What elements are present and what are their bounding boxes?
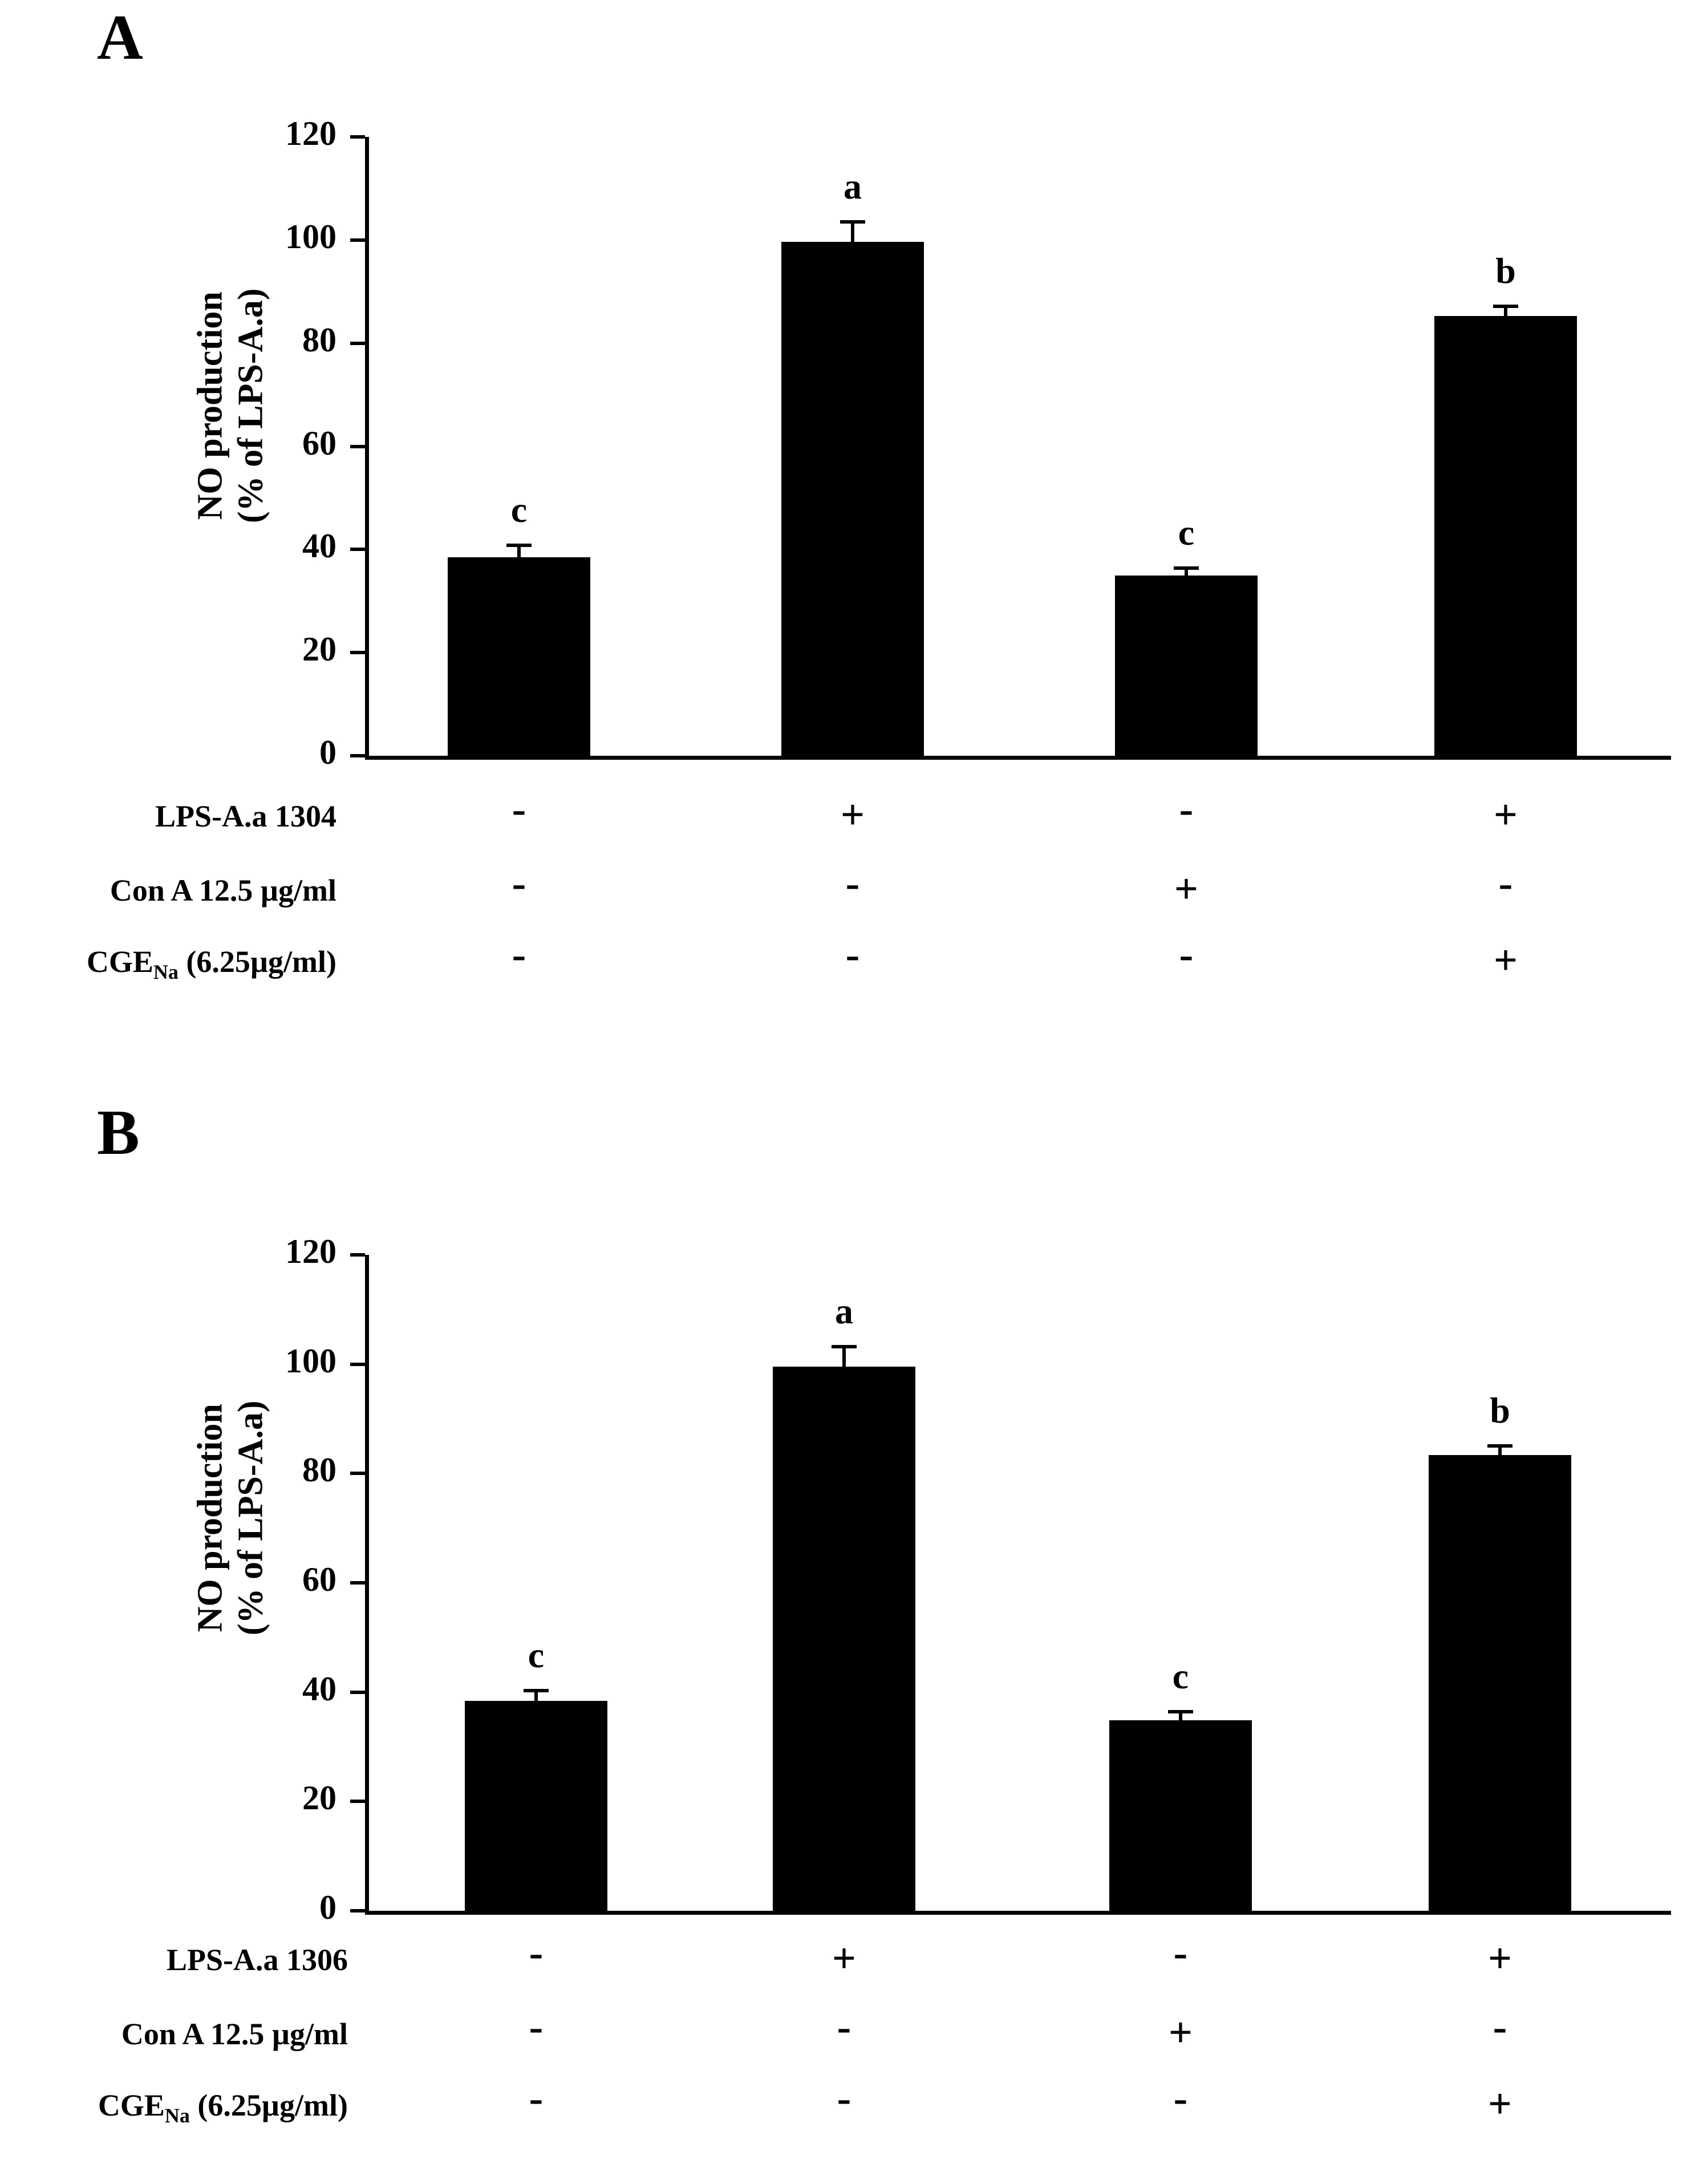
- condition-sign-b-r0-c1: +: [832, 1935, 857, 1982]
- error-cap-a-1: [840, 220, 865, 224]
- panel-a: [0, 0, 1695, 1084]
- bar-a-1: [781, 242, 924, 756]
- condition-sign-b-r0-c2: -: [1173, 1930, 1188, 1976]
- condition-sign-b-r1-c3: -: [1493, 2004, 1507, 2051]
- significance-label-b-1: a: [835, 1291, 853, 1332]
- y-axis-title-line2-b: (% of LPS-A.a): [232, 1400, 270, 1636]
- condition-row-label-a-1: Con A 12.5 µg/ml: [110, 873, 336, 907]
- significance-label-a-0: c: [510, 489, 528, 530]
- significance-label-b-2: c: [1172, 1656, 1189, 1697]
- y-tick-a-0: [350, 754, 365, 757]
- significance-label-b-3: b: [1490, 1389, 1510, 1431]
- x-axis-line-a: [365, 756, 1671, 760]
- error-cap-b-2: [1168, 1710, 1193, 1713]
- condition-label-tail-a-2: (6.25µg/ml): [178, 945, 336, 979]
- y-tick-label-b-4: 80: [302, 1451, 336, 1489]
- condition-row-label-b-2: [0, 2088, 348, 2127]
- condition-sign-a-r1-c0: -: [512, 860, 526, 907]
- y-tick-a-5: [350, 238, 365, 242]
- condition-row-label-a-0: LPS-A.a 1304: [155, 799, 336, 833]
- bar-b-1: [773, 1367, 915, 1911]
- condition-sign-b-r2-c3: +: [1487, 2081, 1512, 2128]
- condition-sign-a-r2-c2: -: [1179, 931, 1194, 978]
- condition-sign-a-r1-c3: -: [1498, 860, 1513, 907]
- condition-sign-a-r0-c1: +: [840, 792, 865, 838]
- y-tick-a-3: [350, 445, 365, 448]
- condition-sign-a-r0-c2: -: [1179, 786, 1194, 833]
- y-tick-label-b-6: 120: [285, 1233, 336, 1270]
- y-tick-b-5: [350, 1363, 365, 1366]
- y-tick-a-1: [350, 651, 365, 654]
- condition-sign-a-r2-c1: -: [845, 931, 860, 978]
- condition-label-main-b-2: CGE: [98, 2088, 165, 2122]
- condition-sign-b-r1-c1: -: [837, 2004, 851, 2051]
- y-axis-line-a: [365, 137, 369, 758]
- condition-sign-b-r2-c0: -: [529, 2075, 544, 2122]
- y-tick-b-2: [350, 1691, 365, 1694]
- y-tick-label-b-0: 0: [319, 1889, 336, 1926]
- condition-label-sub-b-2: Na: [164, 2104, 190, 2127]
- condition-sign-a-r2-c3: +: [1493, 937, 1518, 984]
- bar-a-2: [1115, 576, 1258, 756]
- error-cap-a-2: [1174, 566, 1199, 570]
- error-cap-b-3: [1487, 1444, 1512, 1448]
- y-tick-a-6: [350, 135, 365, 139]
- y-tick-b-3: [350, 1581, 365, 1585]
- y-axis-title-line1-a: NO production: [190, 291, 230, 520]
- bar-a-0: [448, 557, 590, 756]
- condition-sign-b-r0-c3: +: [1487, 1935, 1512, 1982]
- condition-row-label-b-0: LPS-A.a 1306: [166, 1943, 348, 1977]
- y-tick-label-a-4: 80: [302, 321, 336, 359]
- condition-sign-a-r1-c1: -: [845, 860, 860, 907]
- condition-sign-a-r0-c0: -: [512, 786, 526, 833]
- y-axis-title-line2-a: (% of LPS-A.a): [232, 288, 270, 524]
- y-tick-b-6: [350, 1253, 365, 1257]
- y-tick-label-a-6: 120: [285, 115, 336, 152]
- y-tick-b-0: [350, 1909, 365, 1912]
- condition-sign-b-r2-c2: -: [1173, 2075, 1188, 2122]
- y-axis-line-b: [365, 1255, 369, 1913]
- condition-sign-a-r1-c2: +: [1174, 866, 1199, 913]
- y-tick-label-b-5: 100: [285, 1342, 336, 1380]
- error-cap-a-0: [506, 544, 532, 547]
- condition-label-main-a-2: CGE: [86, 945, 153, 979]
- condition-sign-b-r1-c0: -: [529, 2004, 544, 2051]
- y-tick-label-a-3: 60: [302, 424, 336, 462]
- y-tick-label-a-1: 20: [302, 630, 336, 668]
- condition-label-tail-b-2: (6.25µg/ml): [189, 2088, 348, 2122]
- condition-sign-a-r0-c3: +: [1493, 792, 1518, 838]
- y-tick-b-4: [350, 1472, 365, 1475]
- error-cap-b-1: [832, 1345, 857, 1348]
- significance-label-a-1: a: [844, 165, 862, 206]
- y-tick-a-4: [350, 342, 365, 345]
- error-cap-b-0: [524, 1689, 549, 1692]
- panel-letter-a: A: [97, 2, 143, 73]
- significance-label-a-3: b: [1495, 250, 1516, 291]
- condition-sign-b-r1-c2: +: [1168, 2009, 1193, 2056]
- bar-a-3: [1434, 316, 1577, 756]
- y-tick-label-a-5: 100: [285, 217, 336, 256]
- error-cap-a-3: [1493, 305, 1518, 308]
- bar-b-2: [1109, 1720, 1252, 1911]
- y-tick-label-b-1: 20: [302, 1779, 336, 1817]
- condition-row-label-a-2: [0, 944, 336, 983]
- condition-row-label-b-1: Con A 12.5 µg/ml: [121, 2017, 348, 2051]
- y-axis-title-line1-b: NO production: [190, 1404, 230, 1632]
- panel-b: [0, 1097, 1695, 2184]
- significance-label-b-0: c: [528, 1634, 545, 1675]
- y-tick-label-b-3: 60: [302, 1561, 336, 1598]
- condition-label-sub-a-2: Na: [153, 961, 179, 983]
- y-tick-b-1: [350, 1800, 365, 1803]
- significance-label-a-2: c: [1178, 512, 1195, 553]
- y-axis-title-b: [190, 1341, 272, 1695]
- y-tick-a-2: [350, 548, 365, 551]
- condition-sign-a-r2-c0: -: [512, 931, 526, 978]
- y-tick-label-b-2: 40: [302, 1670, 336, 1708]
- condition-sign-b-r2-c1: -: [837, 2075, 851, 2122]
- y-tick-label-a-0: 0: [319, 734, 336, 771]
- condition-sign-b-r0-c0: -: [529, 1930, 544, 1976]
- y-tick-label-a-2: 40: [302, 527, 336, 565]
- bar-b-0: [465, 1701, 607, 1911]
- bar-b-3: [1429, 1455, 1571, 1911]
- x-axis-line-b: [365, 1911, 1671, 1915]
- panel-letter-b: B: [97, 1097, 140, 1168]
